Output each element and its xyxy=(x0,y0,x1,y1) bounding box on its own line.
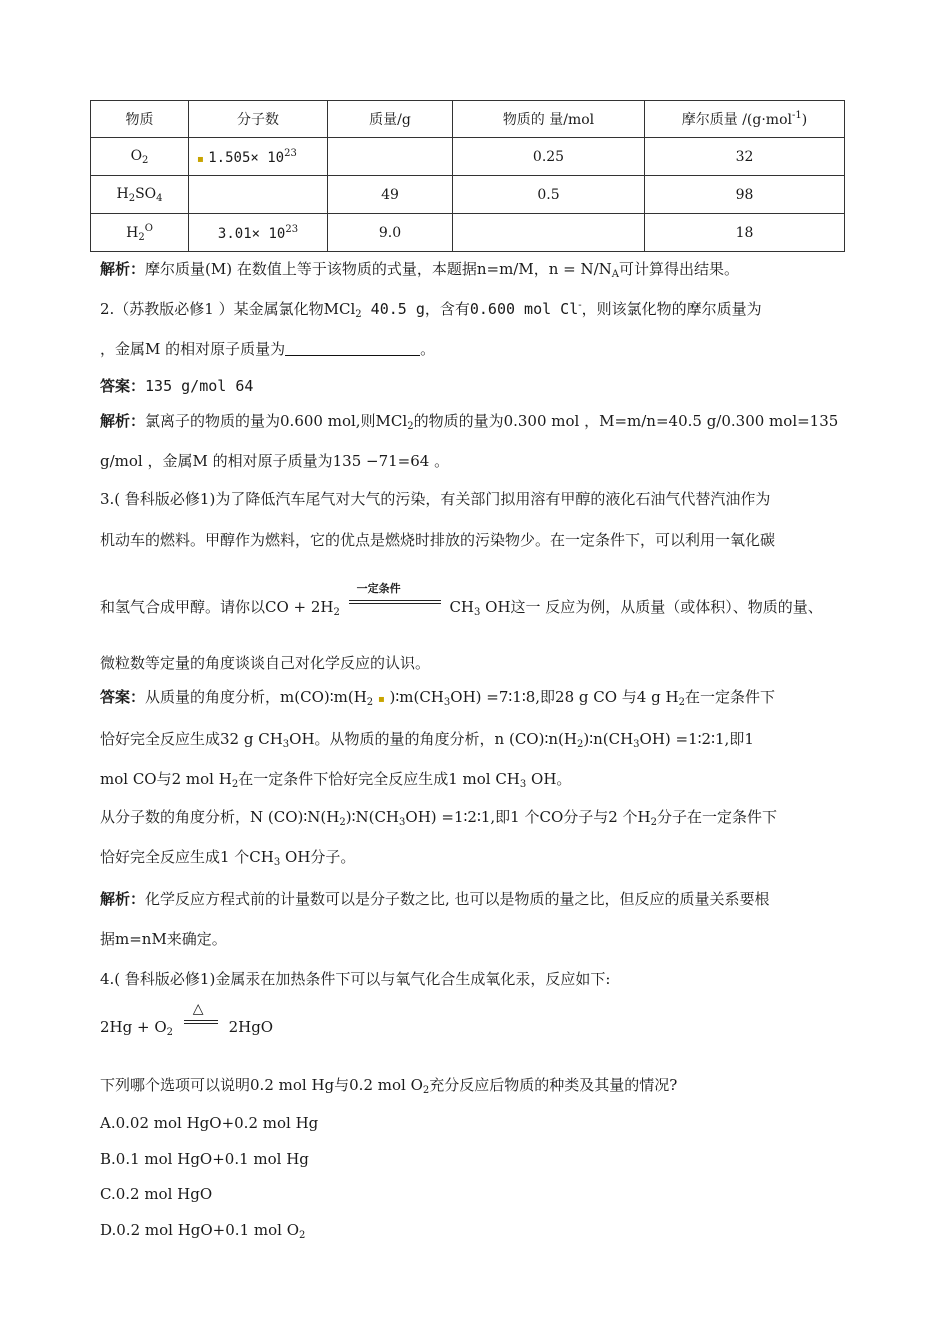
cell-mass xyxy=(328,138,453,176)
q4-option-d: D.0.2 mol HgO+0.1 mol $O_2$ xyxy=(100,1221,306,1241)
q2-analysis-line1: 解析：氯离子的物质的量为0.600 mol,则MCl$_2$的物质的量为0.300 mol ，M=m/n=40.5 g/0.300 mol=135 xyxy=(100,412,839,432)
cell-substance: $H_2SO_4$ xyxy=(91,176,189,214)
q4-option-c: C.0.2 mol HgO xyxy=(100,1185,213,1203)
cell-molecules: ▪ $1.505\times 10^{23}$ xyxy=(189,138,328,176)
q3-answer-line4: 从分子数的角度分析，N $(CO)∶N(H_2)∶N(CH_3OH)$ =1∶2∶1,即1 个CO分子与2 个$H_2$分子在一定条件下 xyxy=(100,808,778,828)
cell-substance: $O_2$ xyxy=(91,138,189,176)
cell-substance: $H_2^O$ xyxy=(91,214,189,252)
q2-question-line1: 2.（苏教版必修1 ）某金属氯化物MCl$_2$ 40.5 g，含有0.600 mol Cl-，则该氯化物的摩尔质量为 xyxy=(100,300,762,320)
q4-equation: $2Hg + O_2$ △ 2HgO xyxy=(100,1001,274,1038)
reaction-condition-arrow: 一定条件 xyxy=(349,594,441,616)
q1-analysis: 解析：摩尔质量(M) 在数值上等于该物质的式量，本题据n=m/M，$n = N/N_A$可计算得出结果。 xyxy=(100,260,740,280)
cell-molecules: $3.01\times 10^{23}$ xyxy=(189,214,328,252)
header-molar-mass: 摩尔质量 /(g·mol$^{-1}$) xyxy=(645,101,845,138)
header-amount: 物质的 量/mol xyxy=(453,101,645,138)
answer-blank xyxy=(285,341,420,356)
cell-amount: 0.5 xyxy=(453,176,645,214)
q2-question-line2: ，金属M 的相对原子质量为 。 xyxy=(100,340,436,358)
q4-option-b: B.0.1 mol HgO+0.1 mol Hg xyxy=(100,1150,309,1168)
q3-question-line3: 和氢气合成甲醇。请你以CO + $2H_2$ 一定条件 $CH_3$ OH这一 反应为例，从质量（或体积）、物质的量、 xyxy=(100,582,823,618)
q4-option-a: A.0.02 mol HgO+0.2 mol Hg xyxy=(100,1114,319,1132)
cell-amount: 0.25 xyxy=(453,138,645,176)
q3-question-line2: 机动车的燃料。甲醇作为燃料，它的优点是燃烧时排放的污染物少。在一定条件下，可以利用一氧化碳 xyxy=(100,531,776,549)
header-mass: 质量/g xyxy=(328,101,453,138)
q3-analysis-line1: 解析：化学反应方程式前的计量数可以是分子数之比, 也可以是物质的量之比，但反应的质量关系要根 xyxy=(100,890,770,908)
cell-mass: 49 xyxy=(328,176,453,214)
table-header-row xyxy=(91,101,845,138)
heat-condition-arrow: △ xyxy=(184,1014,218,1036)
cell-mass: 9.0 xyxy=(328,214,453,252)
q4-question-line2: 下列哪个选项可以说明0.2 mol Hg与0.2 mol $O_2$充分反应后物质的种类及其量的情况? xyxy=(100,1076,678,1096)
q3-question-line4: 微粒数等定量的角度谈谈自己对化学反应的认识。 xyxy=(100,654,431,672)
q2-analysis-line2: g/mol ，金属M 的相对原子质量为135 −71=64 。 xyxy=(100,452,450,470)
cell-molar-mass: 98 xyxy=(645,176,845,214)
q3-analysis-line2: 据m=nM来确定。 xyxy=(100,930,227,948)
cell-molecules xyxy=(189,176,328,214)
q3-answer-line1: 答案：从质量的角度分析，$m(CO)∶m(H_2$ ▪ )$∶m(CH_3OH)$ =7∶1∶8,即28 g CO 与4 g $H_2$在一定条件下 xyxy=(100,688,775,708)
cell-molar-mass: 18 xyxy=(645,214,845,252)
q2-answer: 答案：135 g/mol 64 xyxy=(100,377,254,395)
table-row xyxy=(91,138,845,176)
q3-question-line1: 3.( 鲁科版必修1)为了降低汽车尾气对大气的污染，有关部门拟用溶有甲醇的液化石油气代替汽油作为 xyxy=(100,490,771,508)
cell-molar-mass: 32 xyxy=(645,138,845,176)
header-molecules: 分子数 xyxy=(189,101,328,138)
q3-answer-line3: mol CO与2 mol $H_2$在一定条件下恰好完全反应生成1 mol $CH_3$ OH。 xyxy=(100,770,572,790)
table-row xyxy=(91,214,845,252)
q3-answer-line2: 恰好完全反应生成32 g $CH_3OH$。从物质的量的角度分析，n $(CO)∶n(H_2)∶n(CH_3OH)$ =1∶2∶1,即1 xyxy=(100,730,754,750)
table-row xyxy=(91,176,845,214)
q3-answer-line5: 恰好完全反应生成1 个$CH_3$ OH分子。 xyxy=(100,848,356,868)
data-table xyxy=(90,100,845,252)
q4-question-line1: 4.( 鲁科版必修1)金属汞在加热条件下可以与氧气化合生成氧化汞，反应如下: xyxy=(100,970,611,988)
header-substance: 物质 xyxy=(91,101,189,138)
cell-amount xyxy=(453,214,645,252)
